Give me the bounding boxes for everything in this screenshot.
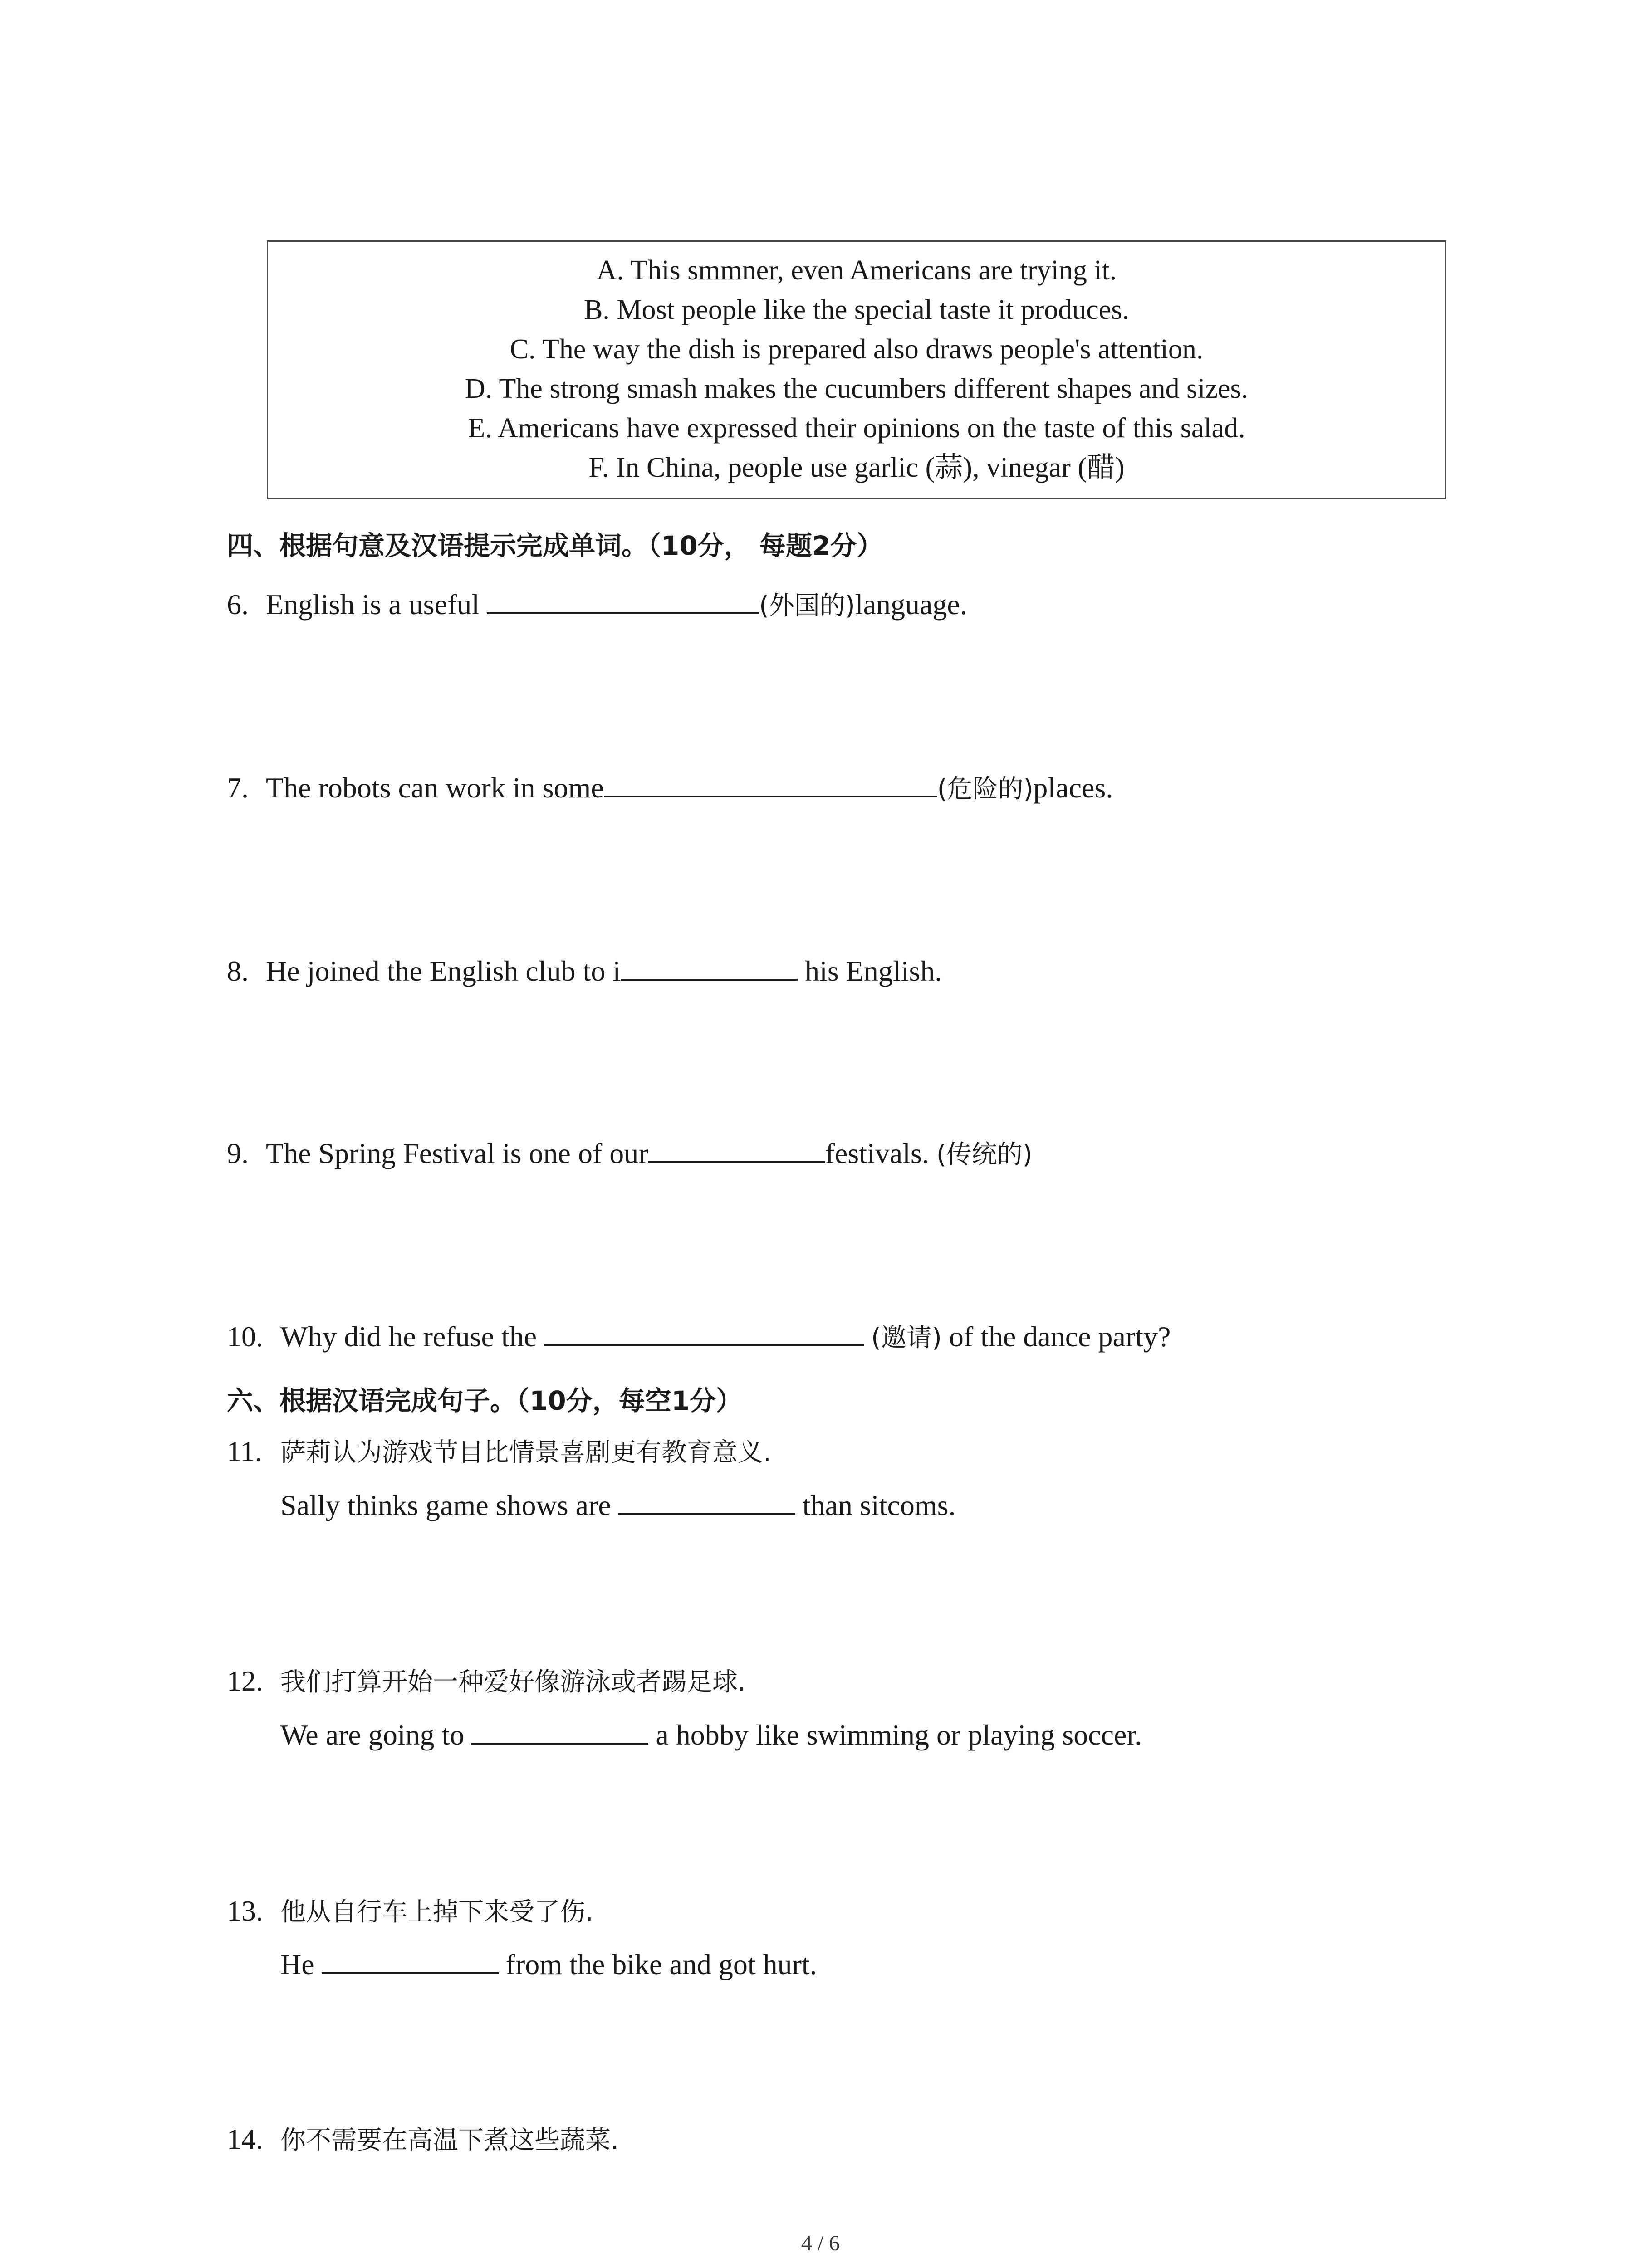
question-number: 6. xyxy=(227,588,249,621)
option-b: B. Most people like the special taste it produces. xyxy=(584,294,1129,325)
question-11-prompt xyxy=(227,1434,771,1470)
answer-blank[interactable] xyxy=(648,1135,825,1163)
page-number: 4 / 6 xyxy=(801,2231,840,2255)
chinese-sentence: 他从自行车上掉下来受了伤. xyxy=(280,1897,593,1927)
answer-blank[interactable] xyxy=(544,1318,864,1346)
question-text-after: a hobby like swimming or playing soccer. xyxy=(656,1719,1142,1751)
question-text-after: festivals. xyxy=(825,1137,929,1169)
chinese-hint: (传统的) xyxy=(936,1140,1033,1169)
option-a: A. This smmner, even Americans are trying it. xyxy=(596,255,1117,286)
question-9 xyxy=(227,1135,1033,1172)
question-10 xyxy=(227,1318,1171,1355)
answer-blank[interactable] xyxy=(621,953,798,981)
question-text-after: places. xyxy=(1033,772,1113,804)
answer-blank[interactable] xyxy=(471,1716,648,1745)
question-number: 12. xyxy=(227,1665,263,1697)
chinese-hint: (外国的) xyxy=(759,591,855,621)
question-text-after: from the bike and got hurt. xyxy=(505,1948,817,1980)
answer-blank[interactable] xyxy=(487,586,759,614)
question-text-before: Why did he refuse the xyxy=(280,1320,537,1353)
question-number: 14. xyxy=(227,2123,263,2155)
question-number: 7. xyxy=(227,772,249,804)
options-box xyxy=(267,240,1446,499)
question-text-before: The Spring Festival is one of our xyxy=(266,1137,648,1169)
question-number: 13. xyxy=(227,1895,263,1927)
chinese-sentence: 萨莉认为游戏节目比情景喜剧更有教育意义. xyxy=(280,1438,771,1467)
question-number: 9. xyxy=(227,1137,249,1169)
question-text-after: language. xyxy=(855,588,967,621)
question-text-after: of the dance party? xyxy=(949,1320,1171,1353)
option-e: E. Americans have expressed their opinions on the taste of this salad. xyxy=(468,413,1245,444)
question-text-before: Sally thinks game shows are xyxy=(280,1489,611,1521)
answer-blank[interactable] xyxy=(618,1487,795,1515)
question-text-after: than sitcoms. xyxy=(802,1489,956,1521)
section4-heading: 四、根据句意及汉语提示完成单词。（10分， 每题2分） xyxy=(227,530,883,561)
question-13-prompt xyxy=(227,1894,593,1930)
question-6 xyxy=(227,586,967,623)
question-12-prompt xyxy=(227,1664,746,1700)
question-text-before: We are going to xyxy=(280,1719,465,1751)
chinese-hint: (邀请) xyxy=(871,1323,942,1353)
option-d: D. The strong smash makes the cucumbers different shapes and sizes. xyxy=(465,373,1249,404)
option-f: F. In China, people use garlic (蒜), vinegar (醋) xyxy=(588,452,1125,483)
question-number: 8. xyxy=(227,955,249,987)
question-7 xyxy=(227,769,1113,807)
option-c: C. The way the dish is prepared also draws people's attention. xyxy=(509,334,1204,365)
question-13-sentence xyxy=(280,1946,817,1982)
question-12-sentence xyxy=(280,1716,1142,1752)
question-8 xyxy=(227,953,942,988)
section6-heading: 六、根据汉语完成句子。（10分，每空1分） xyxy=(227,1385,743,1416)
question-14-prompt xyxy=(227,2122,619,2158)
chinese-sentence: 我们打算开始一种爱好像游泳或者踢足球. xyxy=(280,1667,746,1697)
question-text-before: He joined the English club to i xyxy=(266,955,621,987)
question-number: 11. xyxy=(227,1435,262,1467)
question-11-sentence xyxy=(280,1487,956,1523)
question-text-before: English is a useful xyxy=(266,588,480,621)
answer-blank[interactable] xyxy=(322,1946,499,1974)
chinese-hint: (危险的) xyxy=(937,774,1034,804)
chinese-sentence: 你不需要在高温下煮这些蔬菜. xyxy=(280,2126,619,2155)
question-text-before: He xyxy=(280,1948,314,1980)
answer-blank[interactable] xyxy=(604,769,937,797)
question-text-after: his English. xyxy=(805,955,942,987)
question-text-before: The robots can work in some xyxy=(266,772,604,804)
question-number: 10. xyxy=(227,1320,263,1353)
